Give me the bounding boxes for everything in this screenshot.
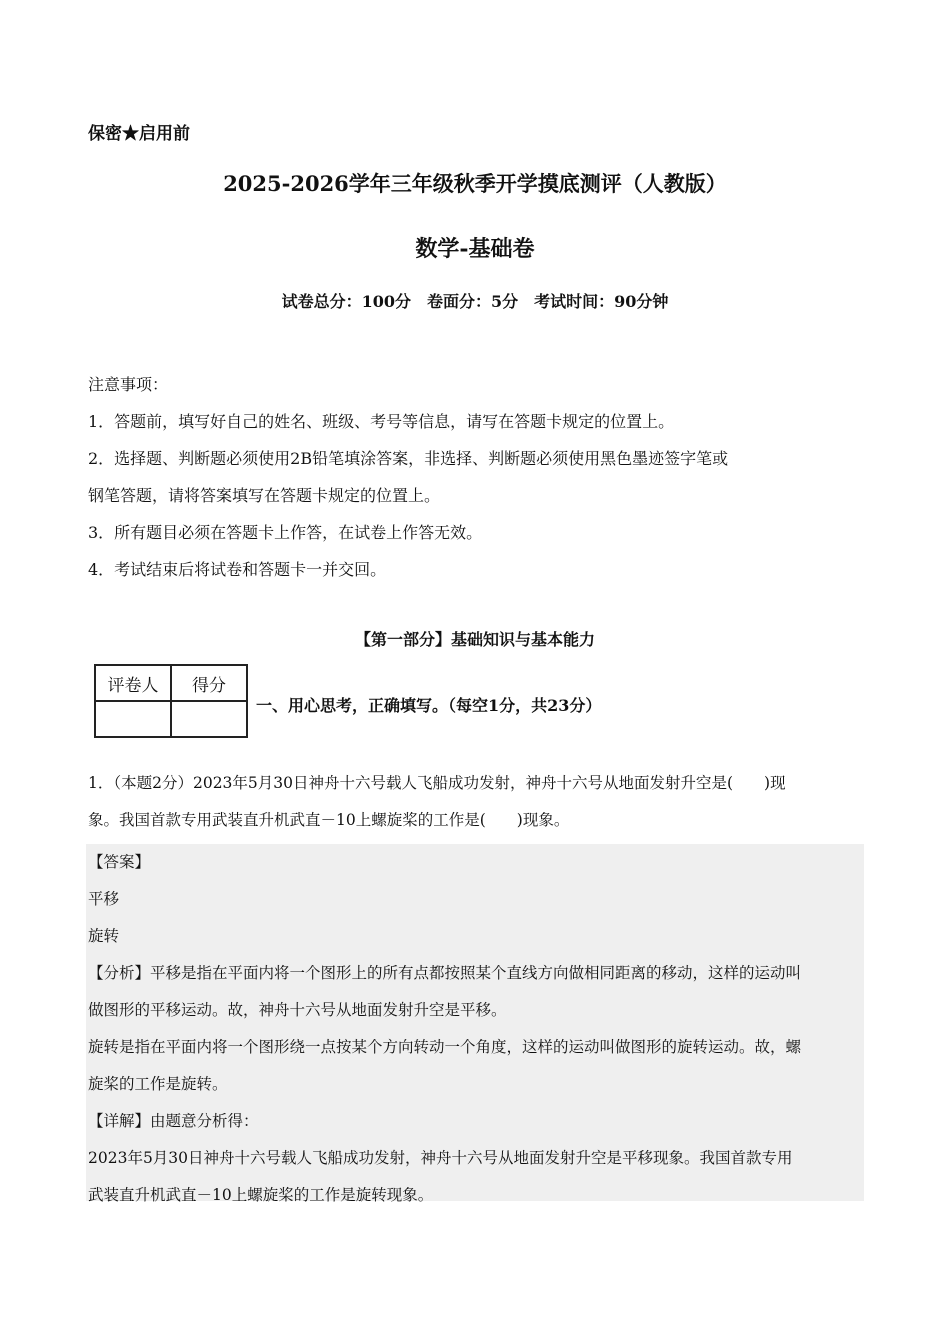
part-title: 【第一部分】基础知识与基本能力 — [354, 630, 595, 649]
grade-score-cell[interactable] — [171, 701, 247, 737]
exam-meta: 试卷总分：100分 卷面分：5分 考试时间：90分钟 — [281, 292, 669, 311]
analysis-line: 旋桨的工作是旋转。 — [88, 1075, 228, 1093]
analysis-line: 做图形的平移运动。故，神舟十六号从地面发射升空是平移。 — [88, 1001, 507, 1019]
answer-label: 【答案】 — [88, 853, 151, 871]
notes-item: 4．考试结束后将试卷和答题卡一并交回。 — [88, 560, 387, 579]
notes — [88, 366, 868, 588]
grade-score-header: 得分 — [171, 665, 247, 701]
notes-item: 3．所有题目必须在答题卡上作答，在试卷上作答无效。 — [88, 523, 483, 542]
answer-value: 平移 — [88, 890, 120, 908]
question-line: 象。我国首款专用武装直升机武直－10上螺旋桨的工作是( )现象。 — [88, 811, 570, 829]
notes-item: 2．选择题、判断题必须使用2B铅笔填涂答案，非选择、判断题必须使用黑色墨迹签字笔或 — [88, 449, 729, 468]
grade-reviewer-header: 评卷人 — [95, 665, 171, 701]
answer-value: 旋转 — [88, 927, 120, 945]
grade-table — [94, 664, 248, 738]
notes-item: 钢笔答题，请将答案填写在答题卡规定的位置上。 — [88, 486, 441, 505]
confidential-label: 保密★启用前 — [88, 124, 190, 144]
question-1 — [88, 765, 858, 839]
detail-line: 2023年5月30日神舟十六号载人飞船成功发射，神舟十六号从地面发射升空是平移现象。我国首款专用 — [88, 1149, 793, 1167]
answer-block — [88, 844, 860, 1214]
detail-line: 武装直升机武直－10上螺旋桨的工作是旋转现象。 — [88, 1186, 434, 1204]
exam-subtitle: 数学-基础卷 — [415, 236, 535, 262]
grade-reviewer-cell[interactable] — [95, 701, 171, 737]
question-line: 1．（本题2分）2023年5月30日神舟十六号载人飞船成功发射，神舟十六号从地面发射升空是( )现 — [88, 774, 786, 792]
notes-item: 1．答题前，填写好自己的姓名、班级、考号等信息，请写在答题卡规定的位置上。 — [88, 412, 675, 431]
exam-title: 2025-2026学年三年级秋季开学摸底测评（人教版） — [223, 171, 727, 196]
detail-label: 【详解】由题意分析得： — [88, 1112, 259, 1130]
analysis-line: 【分析】平移是指在平面内将一个图形上的所有点都按照某个直线方向做相同距离的移动，这样的运动叫 — [88, 964, 802, 982]
analysis-line: 旋转是指在平面内将一个图形绕一点按某个方向转动一个角度，这样的运动叫做图形的旋转运动。故，螺 — [88, 1038, 802, 1056]
notes-heading: 注意事项： — [88, 375, 169, 394]
section-title: 一、用心思考，正确填写。（每空1分，共23分） — [256, 696, 602, 715]
